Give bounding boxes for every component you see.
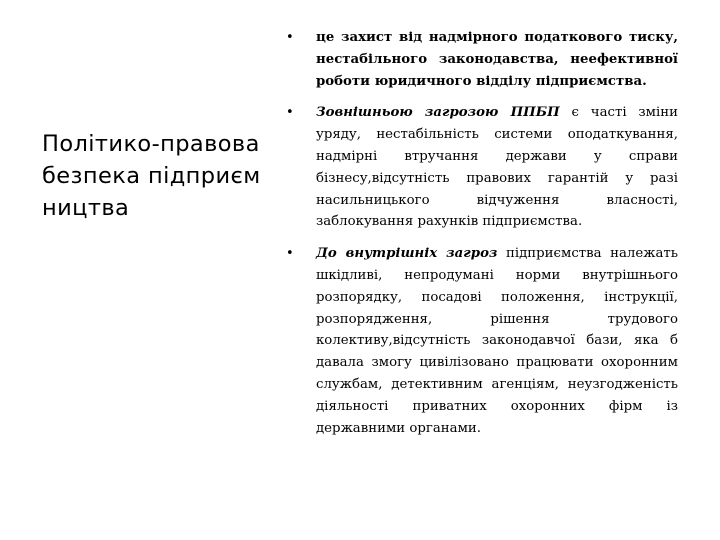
slide-title: Політико-правова безпека підприємництва bbox=[42, 131, 261, 221]
bullet-text: це захист від надмірного податкового тиску, нестабільного законодавства, неефективної роботи юридичного відділу підприємства. bbox=[316, 30, 678, 89]
bullet-lead: Зовнішньою загрозою ППБП bbox=[316, 105, 560, 121]
bullet-list bbox=[286, 27, 678, 449]
bullet-marker: • bbox=[286, 246, 294, 262]
bullet-text: є часті зміни уряду, нестабільність системи оподаткування, надмірні втручання держави у справи бізнесу,відсутність правових гарантій у разі насильницького відчуження власності, заблокування рахунків підприємства. bbox=[316, 105, 678, 230]
bullet-item-3 bbox=[286, 243, 678, 439]
bullet-item-2 bbox=[286, 102, 678, 233]
bullet-text: підприємства належать шкідливі, непродумані норми внутрішнього розпорядку, посадові положення, інструкції, розпорядження, рішення трудового колективу,відсутність законодавчої бази, яка б давала змогу цивілізовано працювати охоронним службам, детективним агенціям, неузгодженість діяльності приватних охоронних фірм із державними органами. bbox=[316, 246, 678, 436]
bullet-marker: • bbox=[286, 30, 294, 45]
bullet-marker: • bbox=[286, 105, 294, 121]
bullet-item-1 bbox=[286, 27, 678, 92]
bullet-lead: До внутрішніх загроз bbox=[316, 246, 498, 262]
